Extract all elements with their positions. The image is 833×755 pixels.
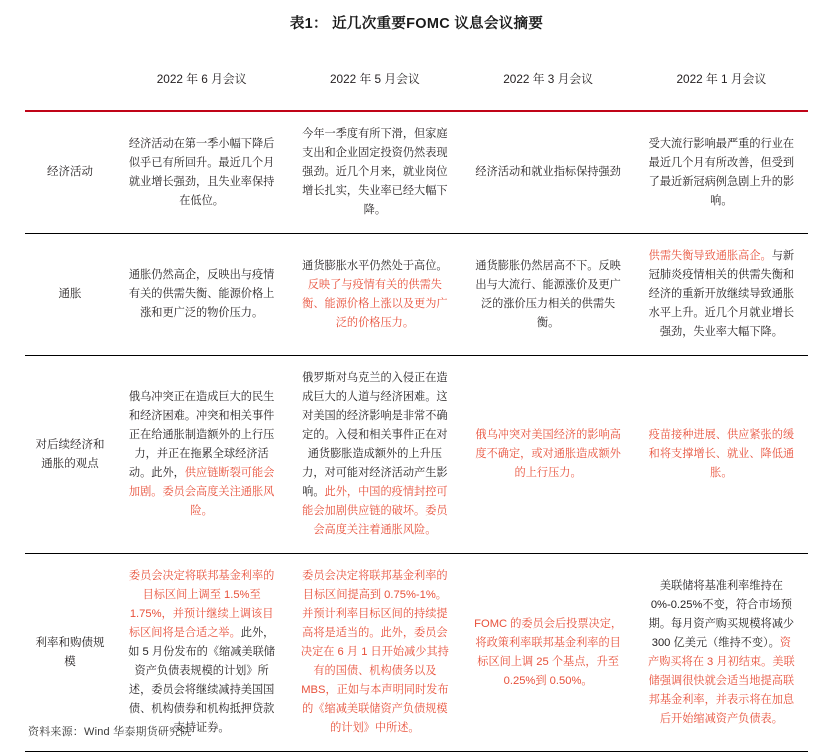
plain-text: 经济活动和就业指标保持强劲 [475,166,621,178]
table-body [25,111,808,752]
fomc-summary-table [25,34,808,752]
cell-paragraph [300,567,449,738]
page-title: 表1： 近几次重要FOMC 议息会议摘要 [289,16,544,32]
column-header-2022-05: 2022 年 5 月会议 [329,72,420,86]
cell-paragraph [127,567,276,738]
table-header [25,34,808,111]
table-cell [462,356,635,554]
cell-paragraph [474,257,623,333]
row-label: 通胀 [25,234,115,356]
table-cell [635,554,808,752]
highlighted-text: 疫苗接种进展、供应紧张的缓和将支撑增长、就业、降低通胀。 [648,429,795,479]
table-row [25,356,808,554]
plain-text: 通货膨胀仍然居高不下。反映出与大流行、能源涨价及更广泛的涨价压力相关的供需失衡。 [475,259,621,329]
highlighted-text: FOMC 的委员会后投票决定，将政策利率联邦基金利率的目标区间上调 25 个基点，升至 0.25%到 0.50%。 [474,617,623,687]
plain-text: 美联储将基准利率维持在 0%-0.25%不变，符合市场预期。每月资产购买规模将减少 300 亿美元（维持不变）。 [648,579,795,649]
table-cell [635,356,808,554]
plain-text: 俄乌冲突正在造成巨大的民生和经济困难。冲突和相关事件正在给通胀制造额外的上行压力，并正在拖累全球经济活动。此外， [128,391,275,479]
cell-paragraph [647,577,796,729]
cell-paragraph [474,615,623,691]
plain-text: 通胀仍然高企，反映出与疫情有关的供需失衡、能源价格上涨和更广泛的物价压力。 [128,269,275,319]
cell-paragraph [474,426,623,483]
plain-text: 经济活动在第一季小幅下降后似乎已有所回升。最近几个月就业增长强劲，且失业率保持在低位。 [128,137,275,207]
plain-text: 受大流行影响最严重的行业在最近几个月有所改善，但受到了最近新冠病例急剧上升的影响。 [648,137,795,207]
plain-text: 俄罗斯对乌克兰的入侵正在造成巨大的人道与经济困难。这对美国的经济影响是非常不确定的。入侵和相关事件正在对通货膨胀造成额外的上升压力，对可能对经济活动产生影响。 [302,372,448,498]
source-note [28,723,192,739]
row-label: 利率和购债规模 [25,554,115,752]
table-cell [288,356,461,554]
cell-paragraph [474,163,623,182]
table-cell [635,234,808,356]
cell-paragraph [647,247,796,342]
cell-paragraph [127,266,276,323]
plain-text: 与新冠肺炎疫情相关的供需失衡和经济的重新开放继续导致通胀水平上升。近几个月就业增长强劲，失业率大幅下降。 [648,250,795,338]
cell-paragraph [127,388,276,521]
table-row [25,111,808,234]
highlighted-text: 委员会决定将联邦基金利率的目标区间提高到 0.75%-1%。并预计利率目标区间的持续提高将是适当的。此外，委员会决定在 6 月 1 日开始减少其持有的国债、机构债务以及 MBS，正如与本声明同时发布的《缩减美联储资产负债规模的计划》中所述。 [300,570,449,734]
highlighted-text: 委员会决定将联邦基金利率的目标区间上调至 1.5%至 1.75%，并预计继续上调该目标区间将是合适之举。 [128,570,275,639]
column-header-2022-03: 2022 年 3 月会议 [503,72,594,86]
table-cell [115,554,288,752]
table-row [25,554,808,752]
column-header-2022-06: 2022 年 6 月会议 [156,72,247,86]
table-cell [288,554,461,752]
plain-text: 此外，如 5 月份发布的《缩减美联储资产负债表规模的计划》所述，委员会将继续减持美国国债、机构债券和机构抵押贷款支持证券。 [128,627,275,734]
table-cell [288,234,461,356]
table-cell [115,356,288,554]
table-cell [462,554,635,752]
row-label: 经济活动 [25,111,115,234]
table-container [25,34,808,752]
plain-text: 通货膨胀水平仍然处于高位。 [302,259,448,272]
row-label: 对后续经济和通胀的观点 [25,356,115,554]
header-row [25,34,808,111]
plain-text: 今年一季度有所下滑，但家庭支出和企业固定投资仍然表现强劲。近几个月来，就业岗位增长扎实，失业率已经大幅下降。 [302,128,448,216]
highlighted-text: 资产购买将在 3 月初结束。美联储强调很快就会适当地提高联邦基金利率，并表示将在加息后开始缩减资产负债表。 [648,636,795,725]
highlighted-text: 俄乌冲突对美国经济的影响高度不确定，或对通胀造成额外的上行压力。 [475,429,621,479]
header-corner-cell [25,34,115,111]
column-header-2022-01: 2022 年 1 月会议 [676,72,767,86]
source-text: 资料来源：Wind 华泰期货研究院 [28,726,192,738]
highlighted-text: 供需失衡导致通胀高企。 [648,250,772,262]
cell-paragraph [300,257,449,333]
table-cell [115,111,288,234]
highlighted-text: 供应链断裂可能会加剧。委员会高度关注通胀风险。 [128,467,275,517]
table-cell [288,111,461,234]
cell-paragraph [127,135,276,211]
table-row [25,234,808,356]
table-cell [115,234,288,356]
table-cell [462,234,635,356]
highlighted-text: 反映了与疫情有关的供需失衡、能源价格上涨以及更为广泛的价格压力。 [302,278,448,329]
cell-paragraph [300,125,449,220]
highlighted-text: 此外，中国的疫情封控可能会加剧供应链的破坏。委员会高度关注着通胀风险。 [302,486,448,536]
cell-paragraph [300,369,449,540]
table-cell [462,111,635,234]
cell-paragraph [647,135,796,211]
table-cell [635,111,808,234]
cell-paragraph [647,426,796,483]
